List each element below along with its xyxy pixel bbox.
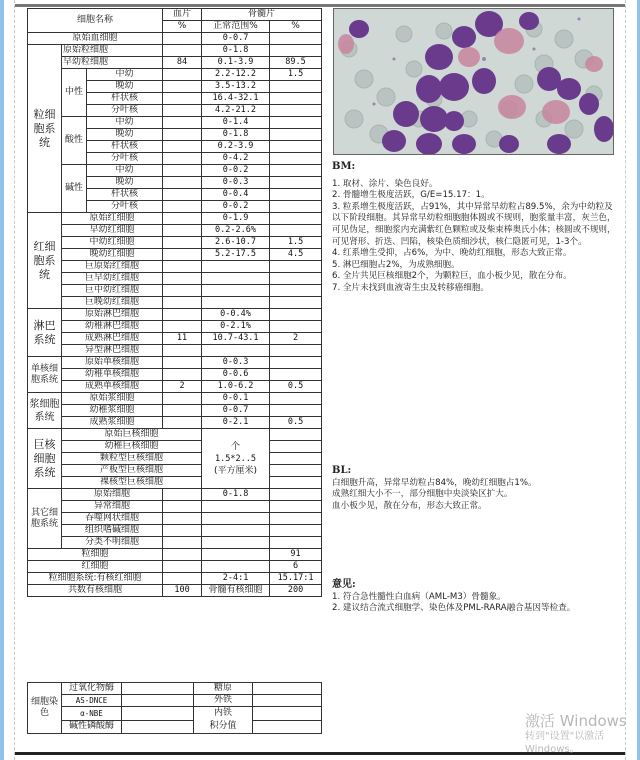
staining-value — [122, 683, 194, 695]
group-lymphoid: 淋巴系统 — [28, 309, 62, 357]
windows-activation-watermark: 激活 Windows 转到"设置"以激活 Windows。 — [525, 712, 627, 755]
table-header-row — [28, 9, 322, 21]
bl-title: BL: — [332, 465, 352, 476]
table-row: 浆细胞系统 原始浆细胞 0-0.1 — [28, 393, 322, 405]
group-other: 其它细胞系统 — [28, 489, 62, 549]
table-row: 分叶核 0-4.2 — [28, 153, 322, 165]
summary-row-erythrocytes: 红细胞 6 — [28, 561, 322, 573]
staining-value — [122, 707, 194, 721]
table-row: 成熟单核细胞 2 1.0-6.2 0.5 — [28, 381, 322, 393]
bl-item: 血小板少见，散在分布，形态大致正常。 — [332, 500, 487, 511]
table-row: 杆状核 16.4-32.1 — [28, 93, 322, 105]
table-row: 幼稚单核细胞 0-0.6 — [28, 369, 322, 381]
group-granulocyte: 粒细胞系统 — [28, 45, 62, 213]
opinion-panel — [332, 579, 617, 615]
bm-item: 4. 红系增生受抑，占6%，为中、晚幼红细胞，形态大致正常。 — [332, 248, 572, 259]
page-margin-guide-left — [14, 0, 15, 760]
micrograph-image — [334, 9, 613, 154]
staining-iron-cell: 内铁 积分值 — [194, 707, 253, 734]
bone-marrow-micrograph — [333, 8, 614, 155]
staining-row: 细胞染色 过氧化物酶 糖原 — [28, 683, 322, 695]
header-blood-smear: 血片 — [163, 9, 202, 21]
subgroup-basophil: 碱性 — [62, 165, 87, 213]
table-row: 早幼粒细胞 84 0.1-3.9 89.5 — [28, 57, 322, 69]
subgroup-neutrophil: 中性 — [62, 69, 87, 117]
table-row: 杆状核 0-0.4 — [28, 189, 322, 201]
group-staining: 细胞染色 — [28, 683, 62, 734]
summary-row-count: 共数有核细胞 100 骨髓有核细胞 200 — [28, 585, 322, 597]
staining-value — [253, 720, 322, 734]
table-row: 原始血细胞 0-0.7 — [28, 33, 322, 45]
table-row: 晚幼 0-1.8 — [28, 129, 322, 141]
staining-value — [122, 695, 194, 707]
table-row: 巨核细胞系统 原始巨核细胞 个 1.5*2..5 (平方厘米) — [28, 429, 322, 441]
table-row: 颗粒型巨核细胞 — [28, 453, 322, 465]
table-row: 巨晚幼红细胞 — [28, 297, 322, 309]
header-rule — [15, 4, 625, 7]
table-row: 其它细胞系统 原始细胞 0-1.8 — [28, 489, 322, 501]
table-row: 酸性 中幼 0-1.4 — [28, 117, 322, 129]
subgroup-eosinophil: 酸性 — [62, 117, 87, 165]
table-row: 晚幼 3.5-13.2 — [28, 81, 322, 93]
staining-row: 碱性磷酸酶 — [28, 720, 322, 734]
table-row: 产板型巨核细胞 — [28, 465, 322, 477]
bm-item: 2. 骨髓增生极度活跃，G/E=15.17：1。 — [332, 190, 490, 201]
header-blood-pct: % — [163, 21, 202, 33]
table-row: 异常细胞 — [28, 501, 322, 513]
staining-row: AS-DNCE 外铁 — [28, 695, 322, 707]
header-marrow-smear: 骨髓片 — [202, 9, 322, 21]
table-row: 成熟淋巴细胞 11 10.7-43.1 2 — [28, 333, 322, 345]
header-cell-name: 细胞名称 — [28, 9, 163, 33]
bm-findings-panel — [332, 161, 617, 295]
staining-table — [27, 682, 322, 734]
table-row: 粒细胞系统 原始粒细胞 0-1.8 — [28, 45, 322, 57]
opinion-title: 意见: — [332, 579, 356, 590]
opinion-item: 2. 建议结合流式细胞学、染色体及PML-RARA融合基因等检查。 — [332, 603, 576, 614]
bl-item: 白细胞升高，异常早幼粒占84%，晚幼红细胞占1%。 — [332, 477, 537, 488]
bm-item: 5. 淋巴细胞占2%，为成熟细胞。 — [332, 259, 460, 270]
group-megakaryocyte: 巨核细胞系统 — [28, 429, 62, 489]
table-row: 成熟浆细胞 0-2.1 0.5 — [28, 417, 322, 429]
bm-item: 7. 全片未找到血液寄生虫及转移癌细胞。 — [332, 282, 490, 293]
staining-value — [253, 707, 322, 721]
bm-item: 3. 粒系增生极度活跃，占91%，其中异常早幼粒占89.5%，余为中幼粒及以下阶段细胞。其异常早幼粒细胞胞体圆或不规则，胞浆量丰富，灰兰色，可见伪足，细胞浆内充满紫红色颗粒或及柴束棒奥氏小体；核圆或不规则，可见肾形、折迭、凹陷，核染色质细沙状，核仁隐匿可见，1-3个。 — [332, 201, 616, 247]
table-row: 晚幼 0-0.3 — [28, 177, 322, 189]
table-row: 杆状核 0.2-3.9 — [28, 141, 322, 153]
bl-findings-panel — [332, 465, 617, 512]
summary-row-ratio: 粒细胞系统:有核红细胞 2-4:1 15.17:1 — [28, 573, 322, 585]
group-monocyte: 单核细胞系统 — [28, 357, 62, 393]
staining-value — [253, 683, 322, 695]
table-row: 分叶核 0-0.2 — [28, 201, 322, 213]
staining-value — [253, 695, 322, 707]
table-row: 晚幼红细胞 5.2-17.5 4.5 — [28, 249, 322, 261]
group-erythroid: 红细胞系统 — [28, 213, 62, 309]
window-edge-left — [0, 0, 4, 760]
header-marrow-pct: % — [270, 21, 322, 33]
table-row: 分叶核 4.2-21.2 — [28, 105, 322, 117]
staining-row: α-NBE 内铁 积分值 — [28, 707, 322, 721]
staining-value — [122, 720, 194, 734]
table-row: 淋巴系统 原始淋巴细胞 0-0.4% — [28, 309, 322, 321]
table-row: 吞噬网状细胞 — [28, 513, 322, 525]
table-row: 中幼红细胞 2.6-10.7 1.5 — [28, 237, 322, 249]
bl-item: 成熟红细大小不一，部分细胞中央淡染区扩大。 — [332, 489, 513, 500]
table-row: 幼稚淋巴细胞 0-2.1% — [28, 321, 322, 333]
table-row: 巨中幼红细胞 — [28, 285, 322, 297]
bm-item: 1. 取材、涂片、染色良好。 — [332, 178, 438, 189]
group-plasma: 浆细胞系统 — [28, 393, 62, 429]
table-row: 巨早幼红细胞 — [28, 273, 322, 285]
table-row: 单核细胞系统 原始单核细胞 0-0.3 — [28, 357, 322, 369]
bm-title: BM: — [332, 161, 356, 172]
opinion-item: 1. 符合急性髓性白血病（AML-M3）骨髓象。 — [332, 591, 506, 602]
bm-item: 6. 全片共见巨核细胞2个，为颗粒巨，血小板少见，散在分布。 — [332, 271, 572, 282]
table-row: 早幼红细胞 0.2-2.6% — [28, 225, 322, 237]
cell-classification-table — [27, 8, 322, 597]
header-normal-range: 正常范围% — [202, 21, 270, 33]
table-row: 中性 中幼 2.2-12.2 1.5 — [28, 69, 322, 81]
table-row: 异型淋巴细胞 — [28, 345, 322, 357]
table-row: 幼稚浆细胞 0-0.7 — [28, 405, 322, 417]
table-row: 裸核型巨核细胞 — [28, 477, 322, 489]
table-row: 分类不明细胞 — [28, 537, 322, 549]
page-margin-guide-right — [625, 0, 626, 760]
table-row: 幼稚巨核细胞 — [28, 441, 322, 453]
table-row: 巨原始红细胞 — [28, 261, 322, 273]
table-row: 碱性 中幼 0-0.2 — [28, 165, 322, 177]
table-row: 组织嗜碱细胞 — [28, 525, 322, 537]
megakaryocyte-range: 个 1.5*2..5 (平方厘米) — [202, 429, 270, 489]
table-row: 红细胞系统 原始红细胞 0-1.9 — [28, 213, 322, 225]
row-name: 原始血细胞 — [28, 33, 163, 45]
summary-row-granulocytes: 粒细胞 91 — [28, 549, 322, 561]
